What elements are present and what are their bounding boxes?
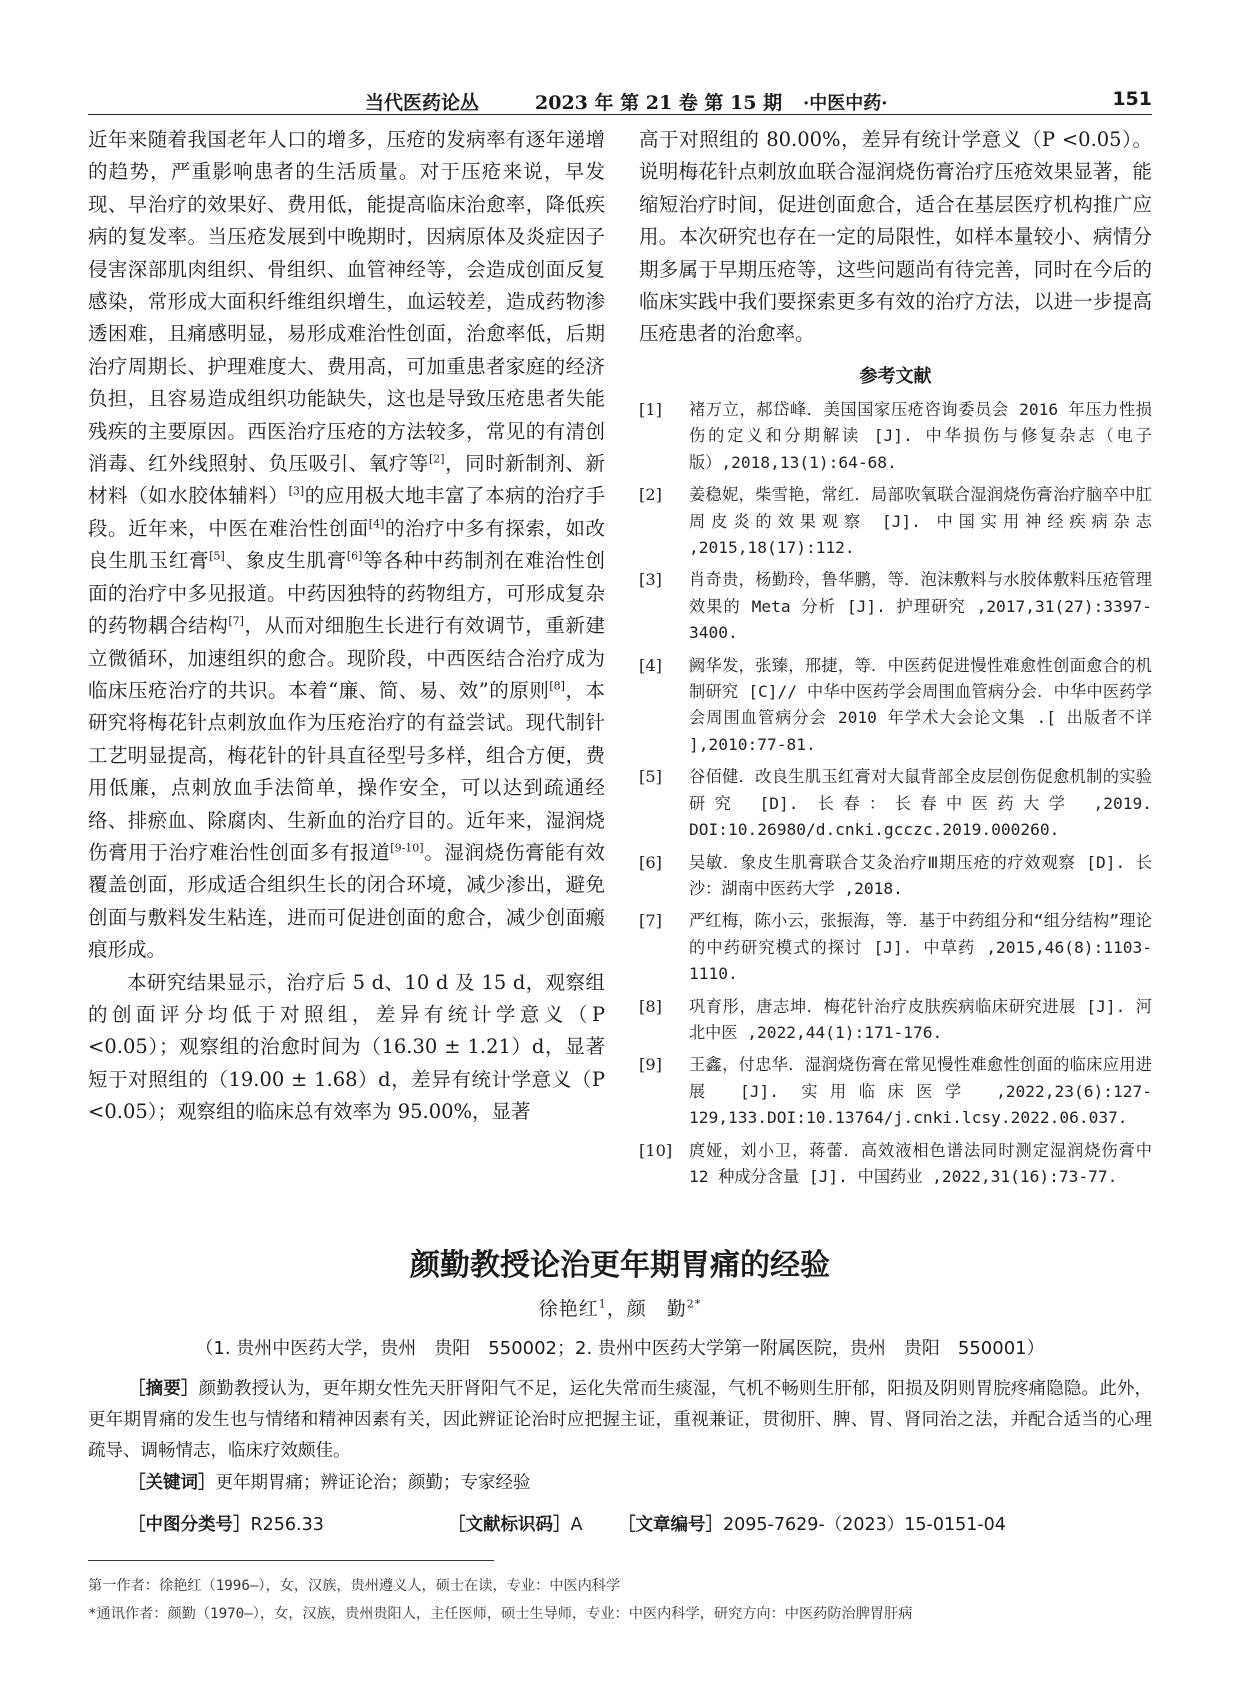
author-name: 颜 勤 bbox=[626, 1298, 687, 1320]
classification-row bbox=[128, 1511, 1152, 1537]
footnote-corresponding-author: *通讯作者：颜勤（1970—），女，汉族，贵州贵阳人，主任医师，硕士生导师，专业：中医内科学，研究方向：中医药防治脾胃肝病 bbox=[88, 1606, 913, 1622]
citation-marker: [7] bbox=[228, 614, 244, 628]
reference-item bbox=[639, 764, 1152, 843]
reference-number: [10] bbox=[639, 1140, 673, 1160]
reference-text: 庹娅，刘小卫，蒋蕾．高效液相色谱法同时测定湿润烧伤膏中 12 种成分含量 [J]. 中国药业 ,2022,31(16):73-77. bbox=[689, 1140, 1152, 1186]
citation-marker: [8] bbox=[549, 679, 565, 693]
page-number: 151 bbox=[1112, 88, 1152, 110]
reference-text: 肖奇贵，杨勤玲，鲁华鹏，等．泡沫敷料与水胶体敷料压疮管理效果的 Meta 分析 [J]. 护理研究 ,2017,31(27):3397-3400. bbox=[689, 570, 1152, 643]
keywords-label: ［关键词］ bbox=[128, 1473, 216, 1493]
citation-marker: [4] bbox=[368, 517, 385, 531]
reference-item bbox=[639, 994, 1152, 1047]
reference-item bbox=[639, 908, 1152, 987]
reference-number: [4] bbox=[639, 655, 662, 675]
paragraph-results: 本研究结果显示，治疗后 5 d、10 d 及 15 d，观察组的创面评分均低于对照组，差异有统计学意义（P <0.05）；观察组的治愈时间为（16.30 ± 1.21）d，显著短于对照组的（19.00 ± 1.68）d，差异有统计学意义（P <0.05）；观察组的临床总有效率为 95.00%，显著 bbox=[88, 970, 605, 1124]
body-column-right bbox=[639, 124, 1152, 351]
reference-number: [8] bbox=[639, 996, 662, 1016]
section-name: ·中医中药· bbox=[803, 93, 888, 114]
article-title: 颜勤教授论治更年期胃痛的经验 bbox=[410, 1248, 830, 1283]
reference-text: 严红梅，陈小云，张振海，等．基于中药组分和“组分结构”理论的中药研究模式的探讨 [J]. 中草药 ,2015,46(8):1103-1110. bbox=[689, 911, 1152, 984]
reference-number: [2] bbox=[639, 485, 662, 505]
running-header bbox=[88, 84, 1152, 115]
footnote-first-author: 第一作者：徐艳红（1996—），女，汉族，贵州遵义人，硕士在读，专业：中医内科学 bbox=[88, 1578, 621, 1594]
reference-number: [1] bbox=[639, 400, 662, 419]
reference-number: [3] bbox=[639, 570, 662, 590]
affiliations: （1. 贵州中医药大学，贵州 贵阳 550002；2. 贵州中医药大学第一附属医院，贵州 贵阳 550001） bbox=[195, 1338, 1045, 1359]
author-affiliation-mark: 1 bbox=[598, 1297, 607, 1311]
citation-marker: [5] bbox=[209, 549, 225, 563]
reference-item bbox=[639, 1052, 1152, 1131]
citation-marker: [9-10] bbox=[390, 841, 424, 855]
journal-name: 当代医药论丛 bbox=[365, 92, 480, 114]
keywords bbox=[128, 1469, 1152, 1494]
issue-info: 2023 年 第 21 卷 第 15 期 bbox=[535, 92, 783, 114]
reference-number: [6] bbox=[639, 852, 662, 872]
reference-text: 姜稳妮，柴雪艳，常红．局部吹氧联合湿润烧伤膏治疗脑卒中肛周皮炎的效果观察 [J]. 中国实用神经疾病杂志 ,2015,18(17):112. bbox=[689, 485, 1152, 558]
citation-marker: [6] bbox=[346, 549, 363, 563]
reference-text: 阙华发，张臻，邢捷，等．中医药促进慢性难愈性创面愈合的机制研究 [C]// 中华中医药学会周围血管病分会．中华中医药学会周围血管病分会 2010 年学术大会论文集 .[ 出版者不详 ],2010:77-81. bbox=[689, 655, 1152, 754]
author-affiliation-mark: 2* bbox=[686, 1297, 702, 1311]
paragraph-discussion: 近年来随着我国老年人口的增多，压疮的发病率有逐年递增的趋势，严重影响患者的生活质量。对于压疮来说，早发现、早治疗的效果好、费用低，能提高临床治愈率，降低疾病的复发率。当压疮发展到中晚期时，因病原体及炎症因子侵害深部肌肉组织、骨组织、血管神经等，会造成创面反复感染，常形成大面积纤维组织增生，血运较差，造成药物渗透困难，且痛感明显，易形成难治性创面，治愈率低，后期治疗周期长、护理难度大、费用高，可加重患者家庭的经济负担，且容易造成组织功能缺失，这也是导致压疮患者失能残疾的主要原因。西医治疗压疮的方法较多，常见的有清创消毒、红外线照射、负压吸引、氧疗等[2]，同时新制剂、新材料（如水胶体辅料）[3]的应用极大地丰富了本病的治疗手段。近年来，中医在难治性创面[4]的治疗中多有探索，如改良生肌玉红膏[5]、象皮生肌膏[6]等各种中药制剂在难治性创面的治疗中多见报道。中药因独特的药物组方，可形成复杂的药物耦合结构[7]，从而对细胞生长进行有效调节，重新建立微循环，加速组织的愈合。现阶段，中西医结合治疗成为临床压疮治疗的共识。本着“廉、简、易、效”的原则[8]，本研究将梅花针点刺放血作为压疮治疗的有益尝试。现代制针工艺明显提高，梅花针的针具直径型号多样，组合方便，费用低廉，点刺放血手法简单，操作安全，可以达到疏通经络、排瘀血、除腐肉、生新血的治疗目的。近年来，湿润烧伤膏用于治疗难治性创面多有报道[9-10]。湿润烧伤膏能有效覆盖创面，形成适合组织生长的闭合环境，减少渗出，避免创面与敷料发生粘连，进而可促进创面的愈合，减少创面瘢痕形成。 bbox=[88, 128, 605, 962]
reference-item bbox=[639, 653, 1152, 759]
reference-text: 褚万立，郝岱峰．美国国家压疮咨询委员会 2016 年压力性损伤的定义和分期解读 [J]. 中华损伤与修复杂志（电子版）,2018,13(1):64-68. bbox=[689, 400, 1152, 472]
footnote-divider bbox=[88, 1560, 494, 1561]
footnotes bbox=[88, 1572, 1152, 1628]
reference-item bbox=[639, 1138, 1152, 1191]
abstract-label: ［摘要］ bbox=[128, 1379, 199, 1399]
clc-number: ［中图分类号］R256.33 bbox=[128, 1515, 324, 1535]
author-line: 徐艳红$^1$，颜 勤$^{2*}$ bbox=[538, 1297, 702, 1320]
reference-text: 吴敏．象皮生肌膏联合艾灸治疗Ⅲ期压疮的疗效观察 [D]. 长沙：湖南中医药大学 ,2018. bbox=[689, 852, 1152, 898]
abstract bbox=[88, 1374, 1152, 1467]
references-list bbox=[639, 397, 1152, 1196]
article-number: ［文章编号］2095-7629-（2023）15-0151-04 bbox=[618, 1515, 1006, 1535]
reference-number: [5] bbox=[639, 767, 662, 787]
abstract-text: 颜勤教授认为，更年期女性先天肝肾阳气不足，运化失常而生痰湿，气机不畅则生肝郁，阳损及阴则胃脘疼痛隐隐。此外，更年期胃痛的发生也与情绪和精神因素有关，因此辨证论治时应把握主证，重视兼证，贯彻肝、脾、胃、肾同治之法，并配合适当的心理疏导、调畅情志，临床疗效颇佳。 bbox=[88, 1379, 1153, 1461]
reference-item bbox=[639, 567, 1152, 646]
citation-marker: [3] bbox=[288, 484, 305, 498]
reference-item bbox=[639, 482, 1152, 561]
citation-marker: [2] bbox=[428, 452, 445, 466]
paragraph-conclusion: 高于对照组的 80.00%，差异有统计学意义（P <0.05）。说明梅花针点刺放血联合湿润烧伤膏治疗压疮效果显著，能缩短治疗时间，促进创面愈合，适合在基层医疗机构推广应用。本次研究也存在一定的局限性，如样本量较小、病情分期多属于早期压疮等，这些问题尚有待完善，同时在今后的临床实践中我们要探索更多有效的治疗方法，以进一步提高压疮患者的治愈率。 bbox=[639, 128, 1152, 346]
references-heading: 参考文献 bbox=[859, 366, 932, 387]
reference-item bbox=[639, 850, 1152, 903]
reference-text: 谷佰健．改良生肌玉红膏对大鼠背部全皮层创伤促愈机制的实验研究 [D]. 长春：长春中医药大学 ,2019. DOI:10.26980/d.cnki.gcczc.2019.000260. bbox=[689, 767, 1152, 840]
author-name: 徐艳红 bbox=[538, 1298, 599, 1320]
body-column-left bbox=[88, 124, 605, 1129]
reference-text: 王鑫，付忠华．湿润烧伤膏在常见慢性难愈性创面的临床应用进展 [J]. 实用临床医学 ,2022,23(6):127-129,133.DOI:10.13764/j.cnki.lcsy.2022.06.037. bbox=[689, 1055, 1152, 1128]
reference-number: [7] bbox=[639, 911, 662, 931]
keywords-text: 更年期胃痛；辨证论治；颜勤；专家经验 bbox=[215, 1473, 531, 1493]
document-code: ［文献标识码］A bbox=[448, 1515, 583, 1535]
reference-item bbox=[639, 397, 1152, 476]
reference-number: [9] bbox=[639, 1055, 662, 1075]
reference-text: 巩育彤，唐志坤．梅花针治疗皮肤疾病临床研究进展 [J]. 河北中医 ,2022,44(1):171-176. bbox=[689, 996, 1152, 1042]
